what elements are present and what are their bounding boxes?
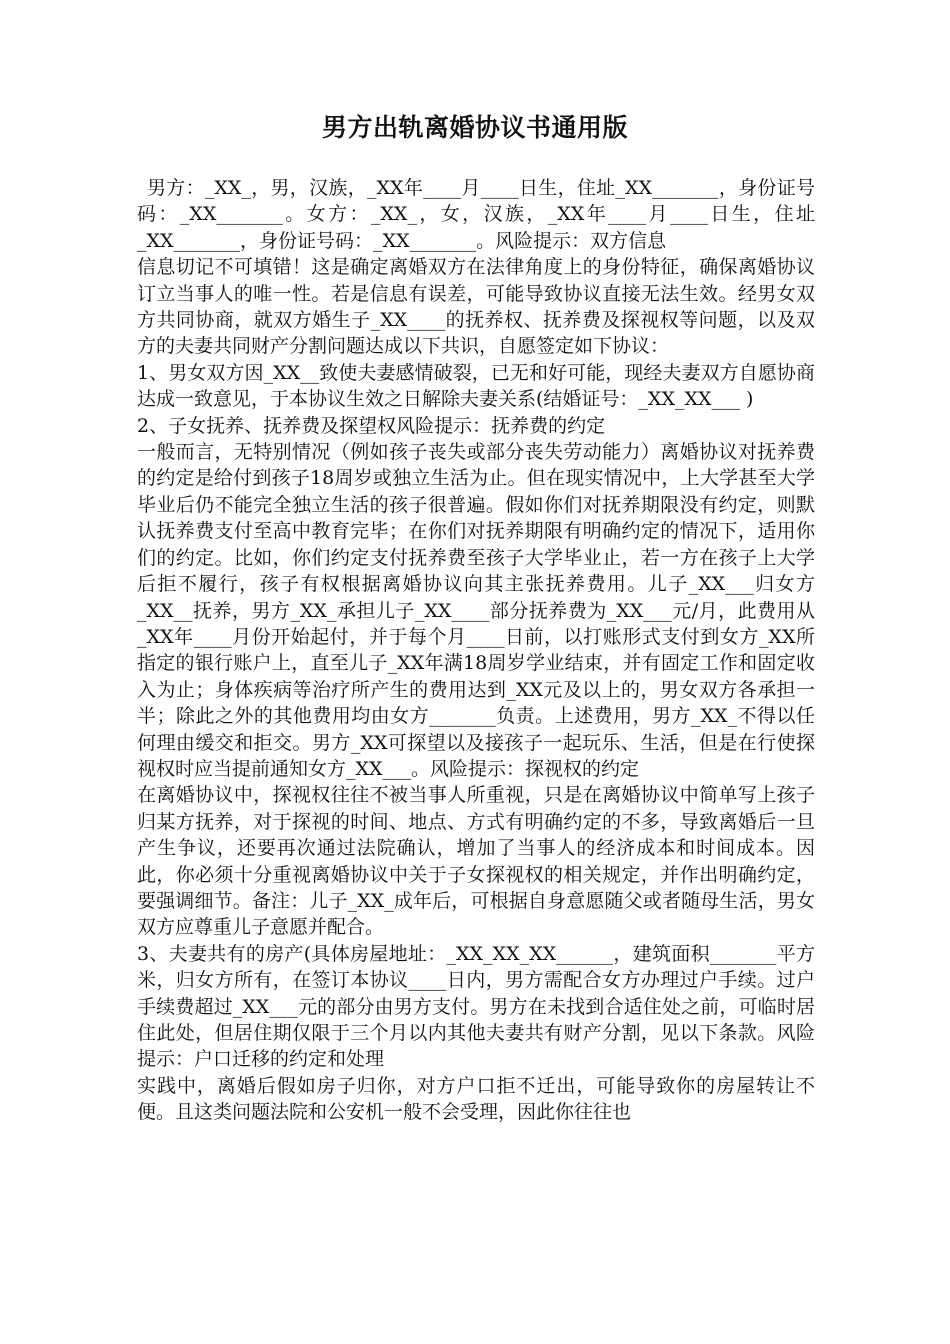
paragraph-clause-2-heading: 2、子女抚养、抚养费及探望权风险提示：抚养费的约定 xyxy=(137,414,606,437)
paragraph-clause-3-property: 3、夫妻共有的房产(具体房屋地址：_XX_XX_XX______，建筑面积_______平方米，归女方所有，在签订本协议____日内，男方需配合女方办理过户手续。过户手续费超过_XX___元的部分由男方支付。男方在未找到合适住处之前，可临时居住此处，但居住期仅限于三个月以内其他夫妻共有财产分割，见以下条款。风险提示：户口迁移的约定和处理 xyxy=(137,942,815,1071)
paragraph-clause-1: 1、男女双方因_XX__致使夫妻感情破裂，已无和好可能，现经夫妻双方自愿协商达成一致意见，于本协议生效之日解除夫妻关系(结婚证号：_XX_XX___ ) xyxy=(137,361,815,411)
document-title: 男方出轨离婚协议书通用版 xyxy=(321,113,628,142)
paragraph-child-support: 一般而言，无特别情况（例如孩子丧失或部分丧失劳动能力）离婚协议对抚养费的约定是给付到孩子18周岁或独立生活为止。但在现实情况中，上大学甚至大学毕业后仍不能完全独立生活的孩子很普遍。假如你们对抚养期限没有约定，则默认抚养费支付至高中教育完毕；在你们对抚养期限有明确约定的情况下，适用你们的约定。比如，你们约定支付抚养费至孩子大学毕业止，若一方在孩子上大学后拒不履行，孩子有权根据离婚协议向其主张抚养费用。儿子_XX___归女方_XX__抚养，男方_XX_承担儿子_XX____部分抚养费为_XX___元/月，此费用从_XX年____月份开始起付，并于每个月____日前，以打账形式支付到女方_XX所指定的银行账户上，直至儿子_XX年满18周岁学业结束，并有固定工作和固定收入为止；身体疾病等治疗所产生的费用达到_XX元及以上的，男女双方各承担一半；除此之外的其他费用均由女方_______负责。上述费用，男方_XX_不得以任何理由缓交和拒交。男方_XX可探望以及接孩子一起玩乐、生活，但是在行使探视权时应当提前通知女方_XX___。风险提示：探视权的约定 xyxy=(137,441,815,780)
document-body xyxy=(137,175,815,1126)
paragraph-info-notice: 信息切记不可填错！这是确定离婚双方在法律角度上的身份特征，确保离婚协议订立当事人的唯一性。若是信息有误差，可能导致协议直接无法生效。经男女双方共同协商，就双方婚生子_XX____的抚养权、抚养费及探视权等问题，以及双方的夫妻共同财产分割问题达成以下共识，自愿签定如下协议： xyxy=(137,256,815,358)
paragraph-visitation: 在离婚协议中，探视权往往不被当事人所重视，只是在离婚协议中简单写上孩子归某方抚养，对于探视的时间、地点、方式有明确约定的不多，导致离婚后一旦产生争议，还要再次通过法院确认，增加了当事人的经济成本和时间成本。因此，你必须十分重视离婚协议中关于子女探视权的相关规定，并作出明确约定，要强调细节。备注：儿子_XX_成年后，可根据自身意愿随父或者随母生活，男女双方应尊重儿子意愿并配合。 xyxy=(137,784,815,939)
paragraph-parties: 男方：_XX_，男，汉族，_XX年____月____日生，住址_XX_______，身份证号码：_XX_______。女方：_XX_，女，汉族，_XX年____月____日生，住址_XX_______，身份证号码：_XX_______。风险提示：双方信息 xyxy=(137,177,815,252)
paragraph-household-registration: 实践中，离婚后假如房子归你，对方户口拒不迁出，可能导致你的房屋转让不便。且这类问题法院和公安机一般不会受理，因此你往往也 xyxy=(137,1074,815,1124)
